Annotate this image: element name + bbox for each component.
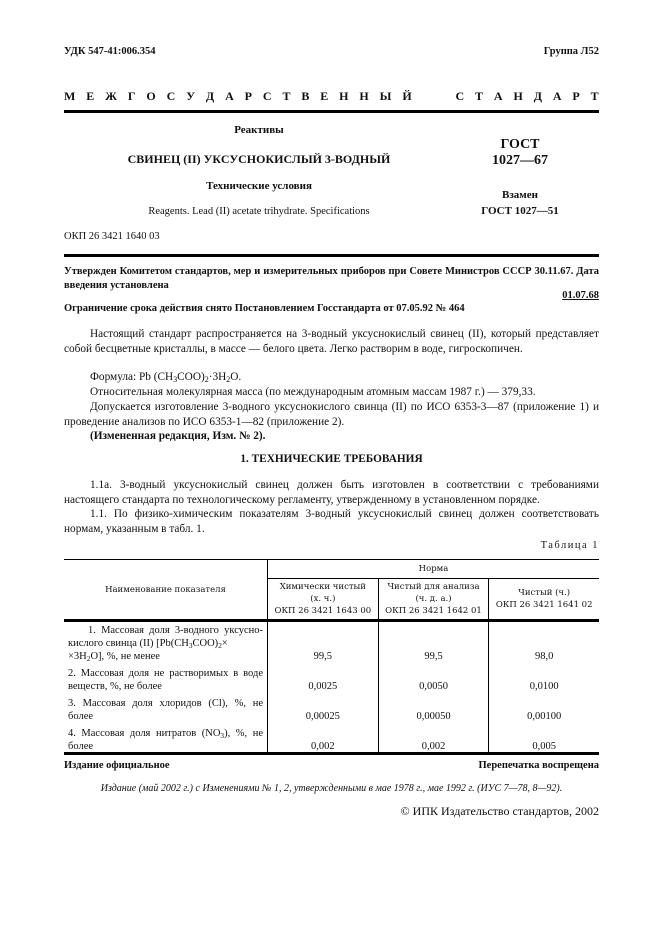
grade-okp: ОКП 26 3421 1642 01 xyxy=(385,606,482,616)
grade-name: Чистый для анализа xyxy=(387,582,480,592)
molecular-mass: Относительная молекулярная масса (по международным атомным массам 1987 г.) — 379,33. xyxy=(90,386,536,398)
amendment-note: (Измененная редакция, Изм. № 2). xyxy=(90,430,266,442)
group-code: Группа Л52 xyxy=(543,46,599,57)
column-header-chem-pure xyxy=(268,579,379,621)
subscript: 2 xyxy=(86,654,91,663)
formula-text: ·3H xyxy=(208,371,227,383)
official-edition: Издание официальное xyxy=(64,760,170,771)
grade-abbr: (ч. д. а.) xyxy=(415,594,452,604)
banner-letter: Й xyxy=(402,89,412,103)
banner-letter: Д xyxy=(205,89,215,103)
column-header-pure xyxy=(489,579,599,621)
formula-subscript: 2 xyxy=(226,375,231,384)
grade-abbr: (х. ч.) xyxy=(310,594,336,604)
value-cell: 98,0 xyxy=(489,621,599,666)
category-label: Реактивы xyxy=(234,124,284,136)
banner-letter: А xyxy=(225,89,234,103)
banner-letter: Т xyxy=(475,89,484,103)
replaced-gost: ГОСТ 1027—51 xyxy=(481,205,559,217)
table-row xyxy=(64,621,599,666)
banner-letter: Н xyxy=(339,89,349,103)
banner-letter: С xyxy=(455,89,465,103)
indicator-name xyxy=(64,725,268,755)
title-rule xyxy=(64,254,599,257)
formula-subscript: 3 xyxy=(173,375,178,384)
value-cell: 99,5 xyxy=(378,621,489,666)
effective-date: 01.07.68 xyxy=(562,290,599,301)
banner-letter: Р xyxy=(572,89,580,103)
gost-number: 1027—67 xyxy=(492,153,548,168)
table-row xyxy=(64,695,599,725)
subscript: 3 xyxy=(188,641,193,650)
grade-name: Химически чистый xyxy=(279,582,366,592)
standard-banner xyxy=(64,89,599,104)
value-cell: 0,0100 xyxy=(489,665,599,695)
column-group-norma: Норма xyxy=(268,560,600,579)
restriction-note: Ограничение срока действия снято Постановлением Госстандарта от 07.05.92 № 464 xyxy=(64,303,465,314)
banner-letter: С xyxy=(166,89,176,103)
english-title: Reagents. Lead (II) acetate trihydrate. Specifications xyxy=(148,206,370,217)
okp-code: ОКП 26 3421 1640 03 xyxy=(64,231,160,242)
banner-letter: У xyxy=(186,89,196,103)
document-subtitle: Технические условия xyxy=(206,180,312,192)
formula-subscript: 2 xyxy=(204,375,209,384)
formula-text: O. xyxy=(230,371,242,383)
iso-allowance: Допускается изготовление 3-водного уксуснокислого свинца (II) по ИСО 6353-3—87 (приложение 1) и проведение анализов по ИСО 6353-1—82 (приложение 2). xyxy=(64,401,599,428)
indicator-text: COO) xyxy=(192,638,219,649)
approval-statement: Утвержден Комитетом стандартов, мер и измерительных приборов при Совете Министров СССР 30.11.67. Дата введения установлена xyxy=(64,266,599,291)
indicator-name: 3. Массовая доля хлоридов (Cl), %, не более xyxy=(68,698,263,722)
udk-code: УДК 547-41:006.354 xyxy=(64,46,156,57)
indicator-text: O], %, не менее xyxy=(90,651,160,662)
grade-okp: ОКП 26 3421 1643 00 xyxy=(274,606,372,616)
banner-spacer xyxy=(423,89,445,104)
table-label: Таблица 1 xyxy=(540,540,599,551)
value-cell: 0,00100 xyxy=(489,695,599,725)
banner-letter: С xyxy=(262,89,272,103)
value-cell: 0,0025 xyxy=(268,665,379,695)
value-cell: 0,00025 xyxy=(268,695,379,725)
banner-letter: О xyxy=(146,89,156,103)
reprint-prohibited: Перепечатка воспрещена xyxy=(478,760,599,771)
indicator-text: 1. Массовая доля 3-водного уксусно-кислого свинца (II) [Pb(CH xyxy=(68,625,263,649)
indicator-text: ×3H xyxy=(68,651,87,662)
header-rule xyxy=(64,110,599,113)
banner-letter: Р xyxy=(244,89,252,103)
table-row xyxy=(64,725,599,755)
clause-1-1: 1.1. По физико-химическим показателям 3-водный уксуснокислый свинец должен соответствовать нормам, указанным в табл. 1. xyxy=(64,508,599,535)
intro-paragraph: Настоящий стандарт распространяется на 3-водный уксуснокислый свинец (II), который представляет собой бесцветные кристаллы, в массе — белого цвета. Легко растворим в воде, гигроскопичен. xyxy=(64,328,599,355)
banner-letter: Д xyxy=(533,89,542,103)
indicator-text: 4. Массовая доля нитратов (NO xyxy=(68,728,221,739)
banner-letter: А xyxy=(552,89,562,103)
banner-letter: Т xyxy=(590,89,599,103)
requirements-table xyxy=(64,559,599,755)
column-header-indicator: Наименование показателя xyxy=(64,560,268,621)
value-cell: 0,005 xyxy=(489,725,599,755)
value-cell: 0,00050 xyxy=(378,695,489,725)
document-title: СВИНЕЦ (II) УКСУСНОКИСЛЫЙ 3-ВОДНЫЙ xyxy=(127,152,391,166)
banner-letter: Е xyxy=(86,89,95,103)
value-cell: 0,002 xyxy=(268,725,379,755)
indicator-name: 2. Массовая доля не растворимых в воде веществ, %, не более xyxy=(68,668,263,692)
gost-label: ГОСТ xyxy=(500,137,540,152)
indicator-text: ), %, не более xyxy=(68,728,263,752)
subscript: 3 xyxy=(220,731,225,740)
indicator-name xyxy=(64,621,268,666)
replaces-label: Взамен xyxy=(502,189,538,201)
value-cell: 0,002 xyxy=(378,725,489,755)
banner-letter: Ж xyxy=(105,89,117,103)
banner-letter: Т xyxy=(282,89,291,103)
banner-letter: А xyxy=(493,89,503,103)
banner-letter: Е xyxy=(320,89,329,103)
banner-letter: Н xyxy=(513,89,523,103)
footer-rule xyxy=(64,752,599,755)
formula-line xyxy=(64,370,599,385)
table-row xyxy=(64,665,599,695)
banner-letter: Ы xyxy=(379,89,392,103)
banner-letter: Н xyxy=(359,89,369,103)
section-heading: 1. ТЕХНИЧЕСКИЕ ТРЕБОВАНИЯ xyxy=(240,453,423,465)
banner-letter: В xyxy=(301,89,310,103)
value-cell: 0,0050 xyxy=(378,665,489,695)
grade-okp: ОКП 26 3421 1641 02 xyxy=(495,600,593,610)
copyright: © ИПК Издательство стандартов, 2002 xyxy=(400,804,599,818)
formula-text: Формула: Pb (CH xyxy=(90,371,174,383)
column-header-analytical xyxy=(378,579,489,621)
value-cell: 99,5 xyxy=(268,621,379,666)
formula-text: COO) xyxy=(177,371,205,383)
banner-letter: М xyxy=(64,89,76,103)
banner-letter: Г xyxy=(127,89,136,103)
clause-1-1a: 1.1а. 3-водный уксуснокислый свинец должен быть изготовлен в соответствии с требованиями настоящего стандарта по технологическому регламенту, утвержденному в установленном порядке. xyxy=(64,479,599,506)
indicator-text: × xyxy=(221,638,228,649)
edition-note: Издание (май 2002 г.) с Изменениями № 1, 2, утвержденными в мае 1978 г., мае 1992 г. (ИУС 7—78, 8—92). xyxy=(100,783,563,794)
grade-name: Чистый (ч.) xyxy=(518,588,571,598)
subscript: 2 xyxy=(218,641,222,650)
